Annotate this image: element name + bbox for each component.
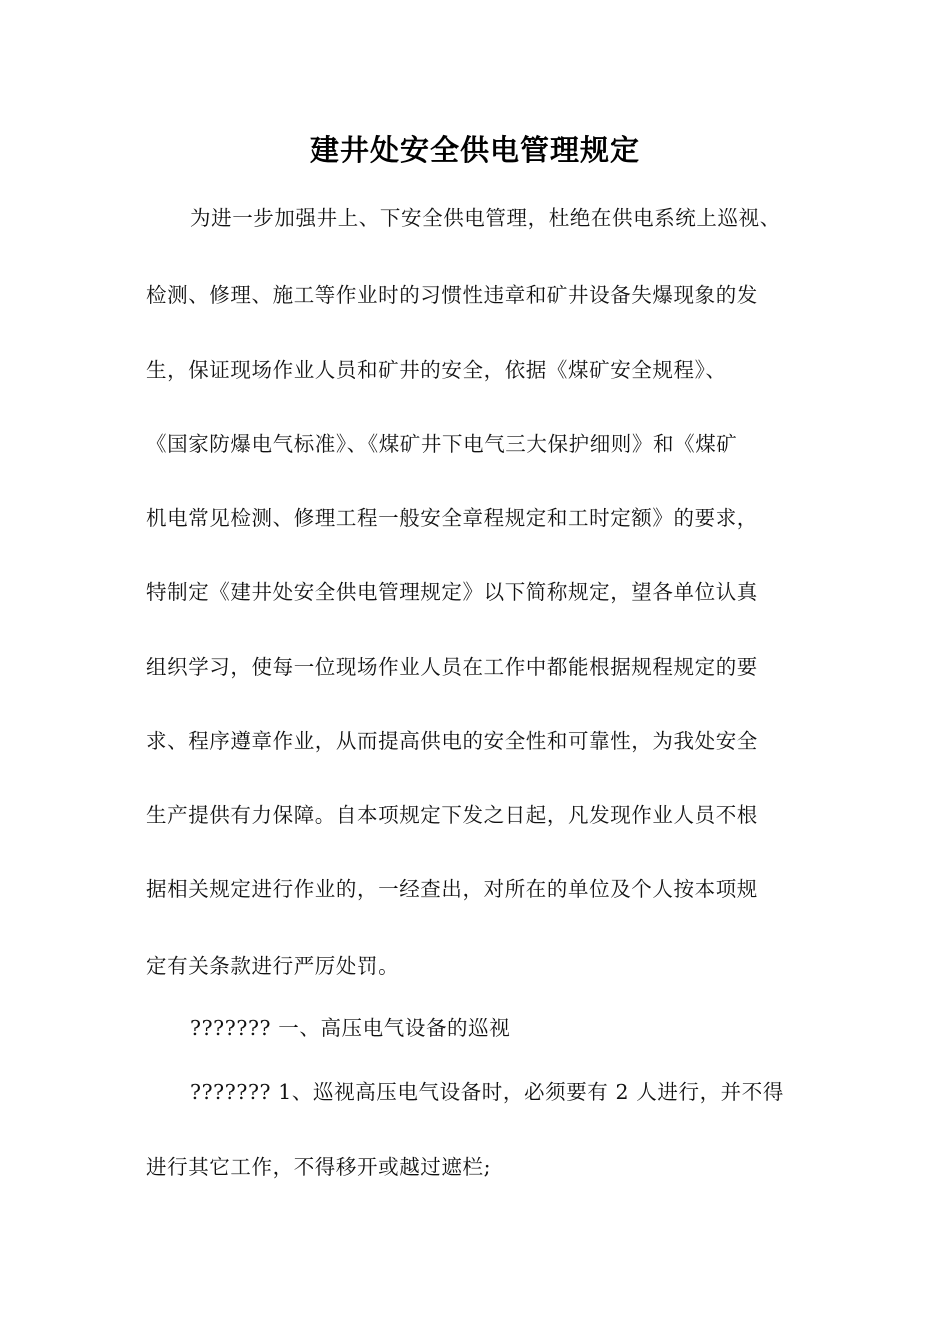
section-heading: ??????? 一、高压电气设备的巡视 — [190, 1016, 511, 1040]
item-line: 进行其它工作，不得移开或越过遮栏; — [146, 1155, 492, 1179]
paragraph-line: 《国家防爆电气标准》、《煤矿井下电气三大保护细则》和《煤矿 — [146, 432, 738, 456]
paragraph-line: 为进一步加强井上、下安全供电管理，杜绝在供电系统上巡视、 — [190, 206, 781, 230]
paragraph-line: 组织学习，使每一位现场作业人员在工作中都能根据规程规定的要 — [146, 655, 758, 679]
paragraph-line: 生产提供有力保障。自本项规定下发之日起，凡发现作业人员不根 — [146, 803, 758, 827]
paragraph-line: 求、程序遵章作业，从而提高供电的安全性和可靠性，为我处安全 — [146, 729, 758, 753]
item-line: ??????? 1、巡视高压电气设备时，必须要有 2 人进行，并不得 — [190, 1080, 784, 1104]
paragraph-line: 机电常见检测、修理工程一般安全章程规定和工时定额》的要求， — [146, 506, 758, 530]
paragraph-line: 据相关规定进行作业的，一经查出，对所在的单位及个人按本项规 — [146, 877, 758, 901]
document-title: 建井处安全供电管理规定 — [309, 133, 640, 167]
paragraph-line: 检测、修理、施工等作业时的习惯性违章和矿井设备失爆现象的发 — [146, 283, 758, 307]
paragraph-line: 生，保证现场作业人员和矿井的安全，依据《煤矿安全规程》、 — [146, 358, 727, 382]
paragraph-line: 定有关条款进行严厉处罚。 — [146, 954, 400, 978]
paragraph-line: 特制定《建井处安全供电管理规定》以下简称规定，望各单位认真 — [146, 580, 758, 604]
